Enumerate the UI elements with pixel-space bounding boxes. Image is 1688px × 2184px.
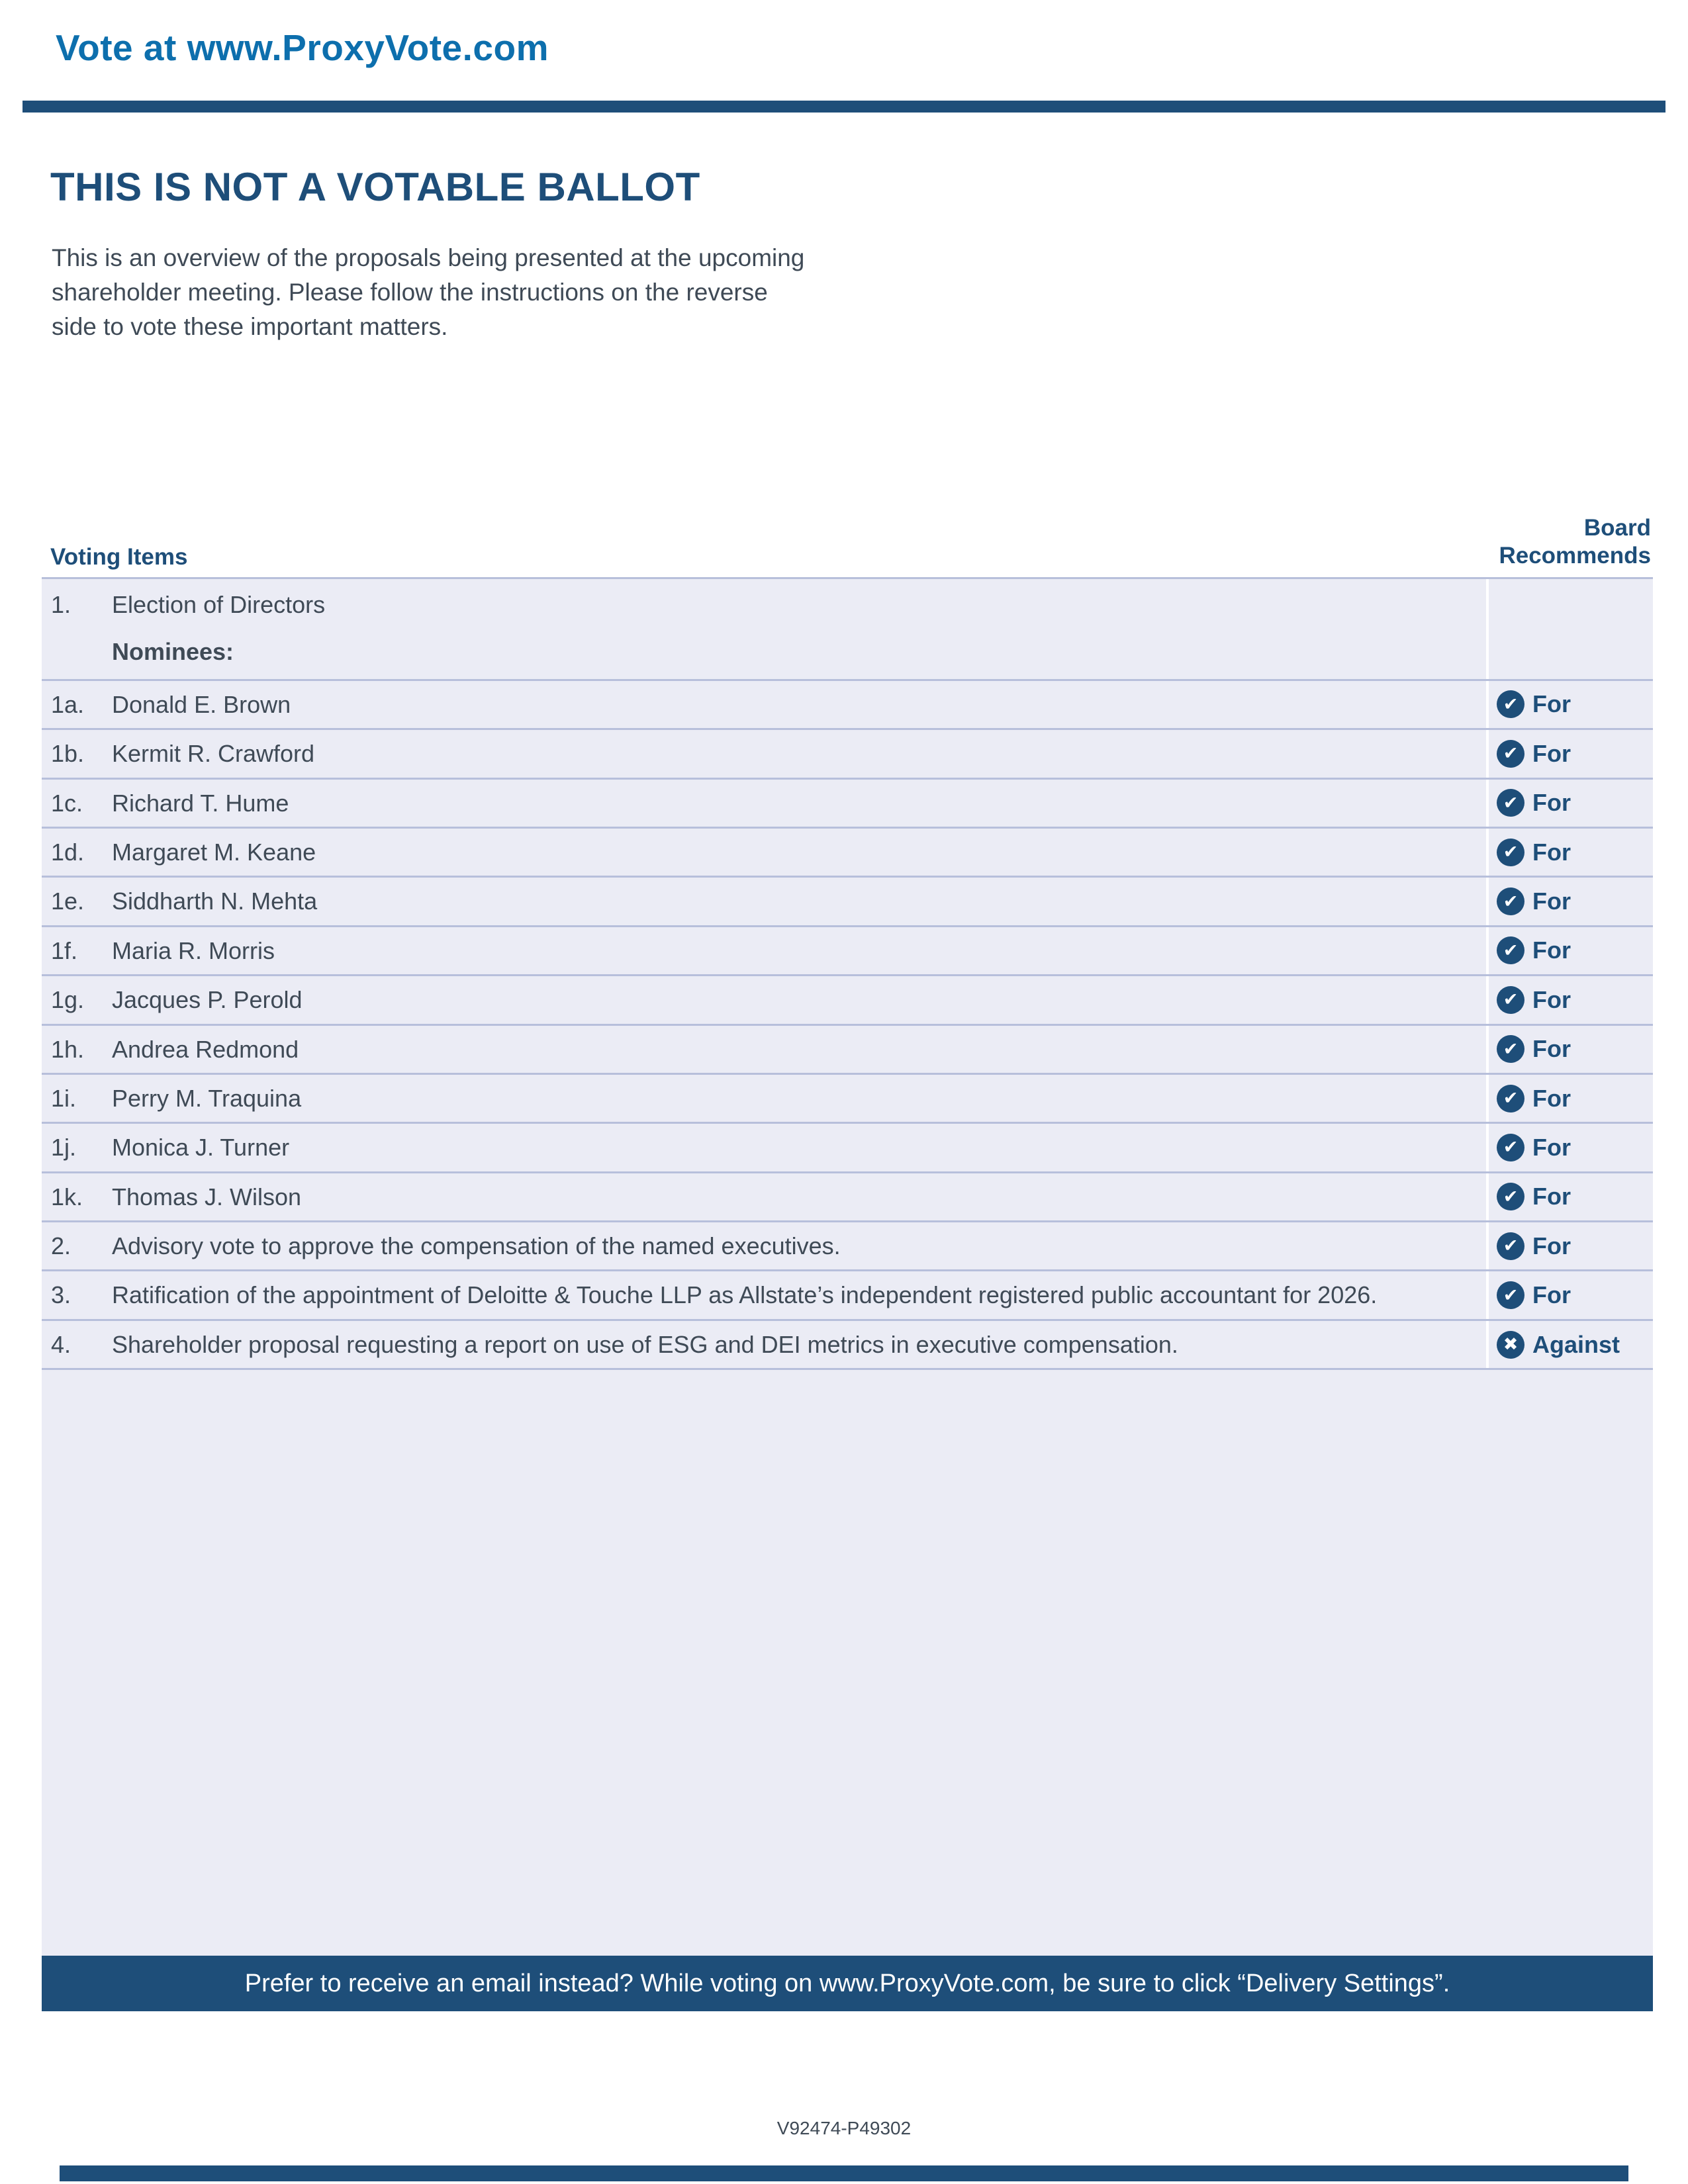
x-circle-icon — [1497, 1331, 1524, 1359]
row-number: 1i. — [51, 1084, 77, 1112]
row-text: Election of Directors — [112, 591, 326, 618]
not-votable-title: THIS IS NOT A VOTABLE BALLOT — [50, 165, 700, 209]
ballot-row — [42, 1173, 1653, 1222]
recommend-label: For — [1532, 690, 1571, 718]
row-recommend-cell — [1486, 1222, 1653, 1269]
recommend-label: For — [1532, 1183, 1571, 1210]
row-text: Monica J. Turner — [112, 1134, 290, 1161]
row-number: 1g. — [51, 986, 85, 1014]
row-text: Shareholder proposal requesting a report on use of ESG and DEI metrics in executive compensation. — [112, 1330, 1178, 1358]
nominees-label: Nominees: — [112, 638, 234, 666]
recommend-label: For — [1532, 838, 1571, 866]
row-recommend-cell — [1486, 730, 1653, 777]
row-number: 2. — [51, 1232, 71, 1260]
row-number: 1d. — [51, 838, 85, 866]
form-code: V92474-P49302 — [776, 2118, 912, 2138]
recommend-label: For — [1532, 1281, 1571, 1309]
ballot-row — [42, 1026, 1653, 1075]
ballot-row — [42, 1075, 1653, 1124]
row-main-cell — [42, 1271, 1486, 1318]
check-circle-icon — [1497, 986, 1524, 1014]
ballot-row — [42, 1321, 1653, 1370]
row-text: Thomas J. Wilson — [112, 1183, 302, 1210]
overview-paragraph: This is an overview of the proposals being presented at the upcoming shareholder meeting. Please follow the instructions on the reverse side to vote these important matters. — [52, 244, 805, 340]
row-number: 1b. — [51, 740, 85, 768]
row-text: Andrea Redmond — [112, 1035, 299, 1063]
row-number: 1h. — [51, 1035, 85, 1063]
row-recommend-cell — [1486, 1271, 1653, 1318]
ballot-row — [42, 976, 1653, 1025]
row-main-cell — [42, 1124, 1486, 1171]
row-recommend-cell — [1486, 927, 1653, 974]
row-text: Perry M. Traquina — [112, 1084, 302, 1112]
check-circle-icon — [1497, 1281, 1524, 1309]
row-main-cell — [42, 1026, 1486, 1073]
ballot-row — [42, 829, 1653, 878]
vote-url-heading: Vote at www.ProxyVote.com — [56, 27, 549, 68]
row-main-cell — [42, 681, 1486, 728]
ballot-row — [42, 681, 1653, 730]
email-banner: Prefer to receive an email instead? While voting on www.ProxyVote.com, be sure to click “Delivery Settings”. — [42, 1956, 1653, 2011]
ballot-row — [42, 927, 1653, 976]
row-main-cell — [42, 730, 1486, 777]
recommend-label: Against — [1532, 1330, 1620, 1358]
ballot-row — [42, 730, 1653, 779]
check-circle-icon — [1497, 1134, 1524, 1161]
bottom-bar — [60, 2165, 1628, 2181]
row-text: Ratification of the appointment of Deloitte & Touche LLP as Allstate’s independent registered public accountant for 2026. — [112, 1281, 1378, 1309]
check-circle-icon — [1497, 839, 1524, 866]
recommend-label: For — [1532, 985, 1571, 1013]
row-text: Jacques P. Perold — [112, 986, 303, 1014]
check-circle-icon — [1497, 1035, 1524, 1063]
row-text: Margaret M. Keane — [112, 838, 316, 866]
board-recommends-line1: Board — [1583, 514, 1651, 541]
row-main-cell — [42, 1075, 1486, 1122]
check-circle-icon — [1497, 1232, 1524, 1260]
row-main-cell — [42, 878, 1486, 925]
row-main-cell — [42, 1321, 1486, 1368]
recommend-label: For — [1532, 1133, 1571, 1161]
row-text-block — [112, 591, 1469, 666]
recommend-label: For — [1532, 1232, 1571, 1259]
check-circle-icon — [1497, 1085, 1524, 1113]
board-recommends-line2: Recommends — [1499, 543, 1651, 569]
ballot-row-election — [42, 579, 1653, 681]
row-text: Kermit R. Crawford — [112, 740, 315, 768]
row-number: 4. — [51, 1330, 71, 1358]
row-main-cell — [42, 780, 1486, 827]
row-recommend-cell — [1486, 878, 1653, 925]
row-number: 1f. — [51, 936, 78, 964]
ballot-row — [42, 1124, 1653, 1173]
table-header — [50, 491, 1651, 570]
board-recommends-header — [1499, 514, 1651, 570]
recommend-label: For — [1532, 789, 1571, 817]
ballot-row — [42, 780, 1653, 829]
row-main-cell — [42, 927, 1486, 974]
check-circle-icon — [1497, 690, 1524, 718]
row-recommend-cell — [1486, 579, 1653, 679]
check-circle-icon — [1497, 887, 1524, 915]
row-number: 1k. — [51, 1183, 83, 1210]
ballot-row — [42, 1222, 1653, 1271]
row-recommend-cell — [1486, 1321, 1653, 1368]
row-recommend-cell — [1486, 1124, 1653, 1171]
row-main-cell — [42, 1173, 1486, 1220]
row-recommend-cell — [1486, 1075, 1653, 1122]
recommend-label: For — [1532, 739, 1571, 767]
check-circle-icon — [1497, 1183, 1524, 1210]
row-text: Advisory vote to approve the compensation of the named executives. — [112, 1232, 841, 1260]
row-main-cell — [42, 829, 1486, 876]
header-rule — [23, 101, 1665, 113]
row-recommend-cell — [1486, 829, 1653, 876]
check-circle-icon — [1497, 936, 1524, 964]
ballot-row — [42, 1271, 1653, 1320]
row-text: Maria R. Morris — [112, 936, 275, 964]
row-main-cell — [42, 976, 1486, 1023]
voting-items-table — [42, 577, 1653, 1956]
check-circle-icon — [1497, 789, 1524, 817]
row-number: 1e. — [51, 887, 85, 915]
ballot-row — [42, 878, 1653, 927]
row-number: 1a. — [51, 690, 85, 718]
row-main-cell — [42, 579, 1486, 679]
check-circle-icon — [1497, 740, 1524, 768]
row-number: 3. — [51, 1281, 71, 1309]
recommend-label: For — [1532, 1084, 1571, 1112]
row-recommend-cell — [1486, 976, 1653, 1023]
row-text: Richard T. Hume — [112, 789, 289, 817]
row-number: 1. — [51, 591, 71, 618]
row-text: Donald E. Brown — [112, 690, 291, 718]
ballot-rows — [42, 681, 1653, 1370]
row-recommend-cell — [1486, 1026, 1653, 1073]
row-number: 1c. — [51, 789, 83, 817]
row-text: Siddharth N. Mehta — [112, 887, 318, 915]
row-recommend-cell — [1486, 681, 1653, 728]
row-number: 1j. — [51, 1134, 77, 1161]
row-recommend-cell — [1486, 1173, 1653, 1220]
voting-items-header: Voting Items — [50, 544, 188, 570]
row-main-cell — [42, 1222, 1486, 1269]
recommend-label: For — [1532, 936, 1571, 964]
row-recommend-cell — [1486, 780, 1653, 827]
recommend-label: For — [1532, 887, 1571, 915]
recommend-label: For — [1532, 1035, 1571, 1063]
